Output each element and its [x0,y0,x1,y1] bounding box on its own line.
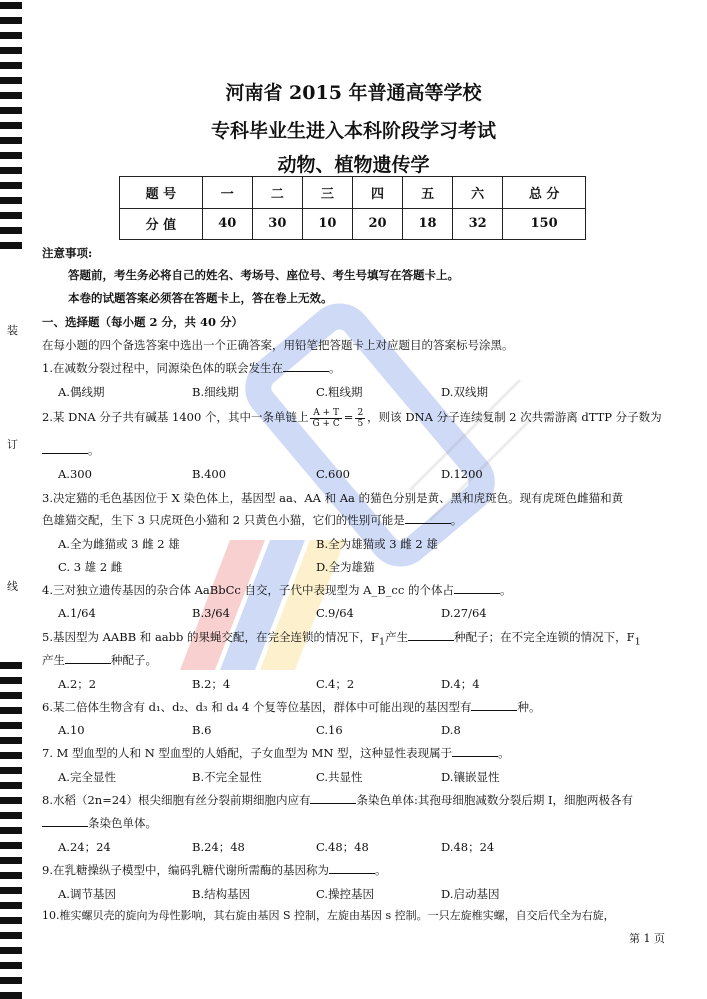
answer-blank [405,512,451,524]
binding-stripe [0,902,22,909]
option-c: C.粗线期 [316,385,363,399]
answer-blank [65,652,111,664]
question-end: 。 [450,513,463,527]
binding-stripe [0,692,22,699]
subscript: 1 [379,636,386,648]
margin-label-zhuang: 装 [7,324,18,337]
question-end: 。 [374,863,387,877]
exam-title-line2: 专科毕业生进入本科阶段学习考试 [210,120,496,142]
option-d: D.48；24 [441,840,495,854]
binding-stripe [0,962,22,969]
binding-stripe [0,977,22,984]
binding-stripe [0,917,22,924]
table-cell: 五 [403,177,453,209]
question-end: 种。 [517,700,541,714]
option-b: B.全为雄猫或 3 雌 2 雄 [316,537,438,551]
question-8 [42,792,667,808]
question-end: 。 [328,361,341,375]
binding-stripe [0,2,22,9]
answer-blank [454,582,500,594]
binding-stripe [0,737,22,744]
binding-stripe [0,47,22,54]
notice-line-1: 答题前，考生务必将自己的姓名、考场号、座位号、考生号填写在答题卡上。 [68,268,459,282]
question-text: 8.水稻（2n=24）根尖细胞有丝分裂前期细胞内应有 [42,793,311,807]
option-c: C.48；48 [316,840,369,854]
option-d: D.8 [441,723,461,737]
notice-title: 注意事项: [42,246,93,260]
option-b: B.24；48 [192,840,245,854]
question-text: 条染色单体。 [88,816,157,830]
question-5-line2 [42,652,667,668]
option-a: A.2；2 [58,677,97,691]
answer-blank [408,629,454,641]
table-cell: 六 [453,177,503,209]
answer-blank [283,360,329,372]
binding-stripe [0,932,22,939]
binding-stripe [0,722,22,729]
option-d: D.全为雄猫 [316,560,375,574]
binding-stripe [0,242,22,249]
option-c: C.600 [316,467,350,481]
option-c: C. 3 雄 2 雌 [58,560,123,574]
question-end: 。 [88,443,100,457]
fraction-at-gc [310,408,341,429]
option-b: B.400 [192,467,227,481]
subject-title: 动物、植物遗传学 [277,154,430,176]
exam-title-line1: 河南省 2015 年普通高等学校 [225,82,482,104]
option-d: D.双线期 [441,385,488,399]
option-a: A.完全显性 [58,770,116,784]
question-text: 2.某 DNA 分子共有碱基 1400 个，其中一条单链上 [42,410,309,424]
option-a: A.偶线期 [58,385,105,399]
question-text: 7. M 型血型的人和 N 型血型的人婚配，子女血型为 MN 型，这种显性表现属于 [42,746,453,760]
question-text-cont: ，则该 DNA 分子连续复制 2 次共需游离 dTTP 分子数为 [367,410,662,424]
option-c: C.共显性 [316,770,363,784]
table-cell: 10 [302,208,352,240]
answer-blank [329,862,375,874]
option-d: D.镶嵌显性 [441,770,500,784]
binding-stripe [0,947,22,954]
binding-stripe [0,842,22,849]
question-3: 3.决定猫的毛色基因位于 X 染色体上，基因型 aa、AA 和 Aa 的猫色分别是黄、黑和虎斑色。现有虎斑色雌猫和黄 [42,491,624,505]
binding-stripe [0,197,22,204]
binding-stripe [0,182,22,189]
section-title: 一、选择题（每小题 2 分，共 40 分） [42,315,244,329]
margin-label-xian: 线 [7,580,18,593]
question-text: 1.在减数分裂过程中，同源染色体的联会发生在 [42,361,283,375]
score-table [119,176,586,240]
table-row [120,177,586,209]
fraction-two-fifths [355,408,365,429]
binding-stripe [0,872,22,879]
option-a: A.10 [58,723,85,737]
fraction-denominator: G + C [312,418,340,429]
answer-blank [42,815,88,827]
question-text: 种配子；在不完全连锁的情况下，F [454,630,635,644]
answer-blank [471,699,517,711]
binding-stripe [0,212,22,219]
binding-stripe [0,992,22,999]
table-cell: 题 号 [120,177,203,209]
table-cell: 40 [202,208,252,240]
binding-stripe [0,827,22,834]
option-c: C.9/64 [316,606,354,620]
question-text: 色雄猫交配，生下 3 只虎斑色小猫和 2 只黄色小猫，它们的性别可能是 [42,513,405,527]
option-c: C.操控基因 [316,887,375,901]
answer-blank [42,442,88,454]
binding-stripe [0,782,22,789]
table-cell: 一 [202,177,252,209]
question-1 [42,360,667,376]
question-text: 9.在乳糖操纵子模型中，编码乳糖代谢所需酶的基因称为 [42,863,329,877]
table-cell: 分 值 [120,208,203,240]
table-cell: 32 [453,208,503,240]
binding-stripe [0,677,22,684]
binding-stripe [0,707,22,714]
binding-stripe [0,32,22,39]
binding-stripe [0,887,22,894]
notice-line-2: 本卷的试题答案必须答在答题卡上，答在卷上无效。 [68,291,333,305]
question-10: 10.椎实螺贝壳的旋向为母性影响，其右旋由基因 S 控制，左旋由基因 s 控制。一只左旋椎实螺，自交后代全为右旋， [42,909,615,922]
binding-stripe [0,107,22,114]
binding-stripe [0,662,22,669]
table-cell: 150 [503,208,586,240]
question-text: 条染色单体:其孢母细胞减数分裂后期 I，细胞两极各有 [356,793,634,807]
option-b: B.6 [192,723,212,737]
option-a: A.300 [58,467,92,481]
binding-stripe [0,17,22,24]
page-number: 第 1 页 [629,932,665,945]
option-d: D.27/64 [441,606,487,620]
question-6 [42,699,667,715]
option-b: B.不完全显性 [192,770,262,784]
question-text: 6.某二倍体生物含有 d₁、d₂、d₃ 和 d₄ 4 个复等位基因，群体中可能出现的基因型有 [42,700,472,714]
option-a: A.调节基因 [58,887,116,901]
binding-stripe [0,752,22,759]
table-cell: 20 [352,208,402,240]
answer-blank [452,745,498,757]
question-end: 。 [498,746,510,760]
question-text: 种配子。 [111,653,157,667]
option-a: A.1/64 [58,606,96,620]
question-end: 。 [499,583,512,597]
question-7 [42,745,667,761]
option-a: A.24；24 [58,840,111,854]
question-3-line2 [42,512,667,528]
fraction-numerator: A + T [310,408,341,419]
section-instruction: 在每小题的四个备选答案中选出一个正确答案，用铅笔把答题卡上对应题目的答案标号涂黑。 [42,338,514,352]
table-cell: 二 [252,177,302,209]
binding-stripe [0,227,22,234]
table-cell: 30 [252,208,302,240]
option-c: C.4；2 [316,677,355,691]
option-b: B.细线期 [192,385,239,399]
question-4 [42,582,667,598]
fraction-numerator: 2 [357,407,364,418]
question-5 [42,629,667,650]
option-d: D.1200 [441,467,483,481]
option-d: D.4；4 [441,677,480,691]
question-8-line2 [42,815,667,831]
equals-sign: = [343,410,354,424]
question-text: 产生 [385,630,409,644]
answer-blank [310,792,356,804]
table-cell: 四 [352,177,402,209]
option-b: B.3/64 [192,606,230,620]
table-row [120,208,586,240]
table-cell: 18 [403,208,453,240]
table-cell: 三 [302,177,352,209]
option-d: D.启动基因 [441,887,500,901]
option-b: B.结构基因 [192,887,251,901]
question-2-line2 [42,442,667,458]
subscript: 1 [634,636,641,648]
binding-stripe [0,767,22,774]
option-c: C.16 [316,723,343,737]
binding-stripe [0,857,22,864]
option-b: B.2；4 [192,677,231,691]
question-2 [42,405,667,429]
margin-label-ding: 订 [7,438,18,451]
question-text: 产生 [42,653,65,667]
table-cell: 总 分 [503,177,586,209]
question-9 [42,862,667,878]
question-text: 4.三对独立遗传基因的杂合体 AaBbCc 自交，子代中表现型为 A_B_cc 的个体占 [42,583,454,597]
binding-stripe [0,797,22,804]
binding-stripe [0,62,22,69]
question-text: 5.基因型为 AABB 和 aabb 的果蝇交配，在完全连锁的情况下，F [42,630,380,644]
option-a: A.全为雌猫或 3 雌 2 雄 [58,537,180,551]
binding-stripe [0,812,22,819]
fraction-denominator: 5 [357,418,364,429]
